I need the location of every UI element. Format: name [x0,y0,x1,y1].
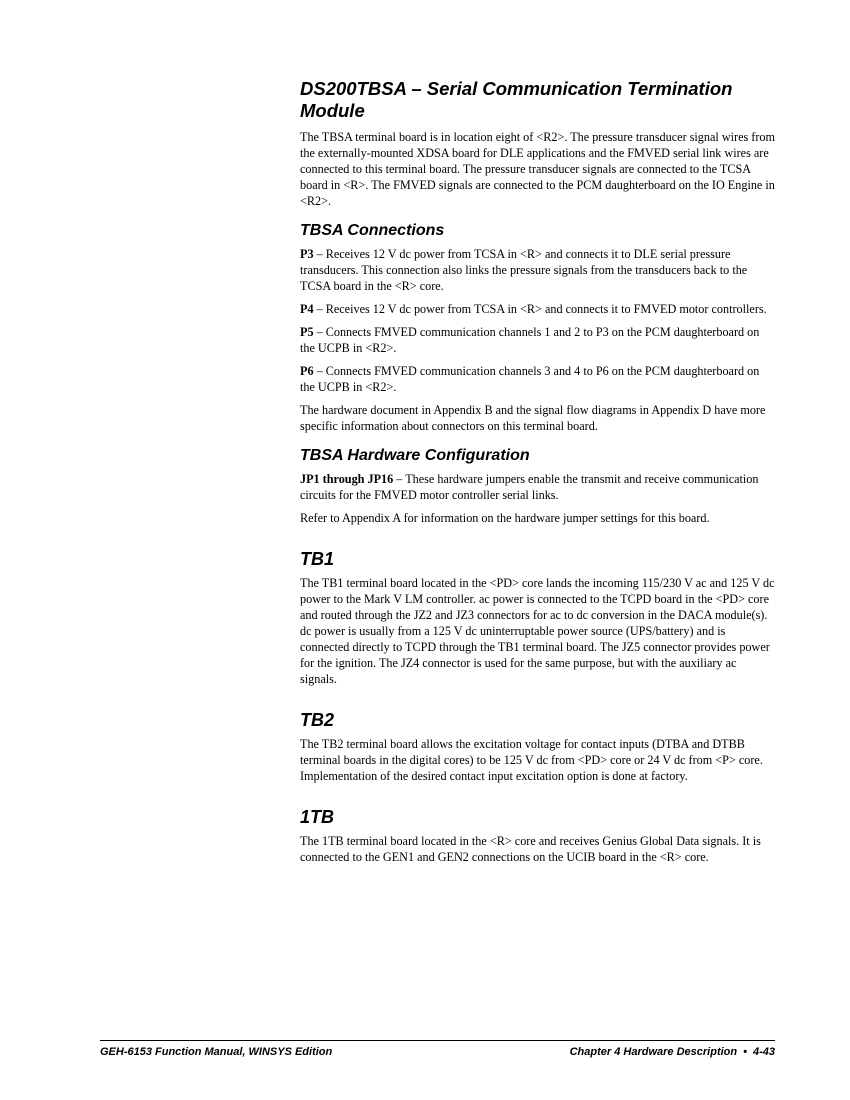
connection-p5 [300,324,775,356]
section-heading-hardware-config: TBSA Hardware Configuration [300,447,530,464]
connector-label: P5 [300,325,314,339]
hardware-config-note: Refer to Appendix A for information on the hardware jumper settings for this board. [300,511,710,525]
connector-description: – Connects FMVED communication channels 1 and 2 to P3 on the PCM daughterboard on the UCPB in <R2>. [300,325,760,355]
section-heading-1tb: 1TB [300,807,335,827]
connection-p4 [300,301,775,317]
jumper-description [300,471,775,503]
connector-description: – Receives 12 V dc power from TCSA in <R> and connects it to FMVED motor controllers. [313,302,767,316]
jumper-label: JP1 through JP16 [300,472,394,486]
page-number: 4-43 [752,1046,775,1058]
tb1-paragraph: The TB1 terminal board located in the <PD> core lands the incoming 115/230 V ac and 125 V dc power to the Mark V LM controller. ac power is connected to the TCPD board in the <PD> core and routed through the JZ2 and JZ3 connectors for ac to dc conversion in the DACA module(s). dc power is usually from a 125 V dc uninterruptable power source (UPS/battery) and is connected directly to TCPD through the TB1 terminal board. The JZ5 connector provides power for the ignition. The JZ4 connector is used for the same purpose, but with the auxiliary ac signals. [300,576,775,686]
section-heading-tb1: TB1 [300,549,335,569]
bullet-separator: • [743,1046,747,1058]
connection-p6 [300,363,775,395]
connector-description: – Receives 12 V dc power from TCSA in <R> and connects it to DLE serial pressure transducers. This connection also links the pressure signals from the transducers back to the TCSA board in the <R> core. [300,247,748,293]
footer-chapter-title: Chapter 4 Hardware Description [569,1046,738,1058]
connector-label: P3 [300,247,314,261]
page-content [300,78,775,872]
connector-label: P6 [300,364,314,378]
section-heading-connections: TBSA Connections [300,222,445,239]
jumper-text: – These hardware jumpers enable the transmit and receive communication circuits for the FMVED motor controller serial links. [300,472,759,502]
intro-paragraph: The TBSA terminal board is in location eight of <R2>. The pressure transducer signal wires from the externally-mounted XDSA board for DLE applications and the FMVED serial link wires are connected to this terminal board. The pressure transducer signals are connected to the TCSA board in <R>. The FMVED signals are connected to the PCM daughterboard on the IO Engine in <R2>. [300,130,775,208]
section-heading-tb2: TB2 [300,710,335,730]
connector-label: P4 [300,302,314,316]
connection-p3 [300,246,775,294]
footer-document-id: GEH-6153 Function Manual, WINSYS Edition [100,1046,333,1058]
1tb-paragraph: The 1TB terminal board located in the <R> core and receives Genius Global Data signals. It is connected to the GEN1 and GEN2 connections on the UCIB board in the <R> core. [300,834,761,864]
tb2-paragraph: The TB2 terminal board allows the excitation voltage for contact inputs (DTBA and DTBB terminal boards in the digital cores) to be 125 V dc from <PD> core or 24 V dc from <P> core. Implementation of the desired contact input excitation option is done at factory. [300,737,763,783]
page-footer [100,1040,775,1058]
page-title: DS200TBSA – Serial Communication Termination Module [300,78,733,121]
connector-description: – Connects FMVED communication channels 3 and 4 to P6 on the PCM daughterboard on the UCPB in <R2>. [300,364,760,394]
connections-note: The hardware document in Appendix B and the signal flow diagrams in Appendix D have more specific information about connectors on this terminal board. [300,403,766,433]
footer-chapter [570,1046,775,1058]
